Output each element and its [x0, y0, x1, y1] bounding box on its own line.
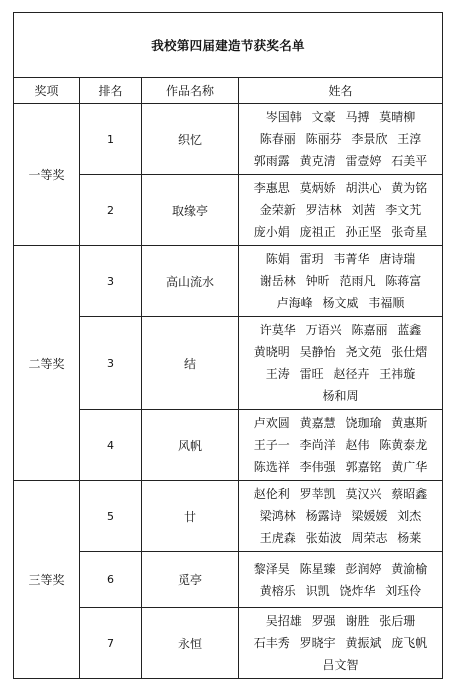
- person-name: 黄渝榆: [391, 561, 428, 576]
- person-name: 赵径卉: [333, 367, 370, 381]
- names-cell: [239, 608, 443, 679]
- person-name: 雷玥: [299, 252, 324, 266]
- person-name: 岑国韩: [265, 110, 302, 124]
- person-name: 李伟强: [299, 460, 336, 474]
- person-name: 杨和周: [322, 389, 359, 403]
- person-name: 罗强: [311, 614, 336, 628]
- person-name: 黄为铭: [391, 181, 428, 195]
- person-name: 孙正坚: [345, 225, 382, 239]
- person-name: 陈星臻: [299, 561, 336, 576]
- person-name: 饶炸华: [339, 583, 376, 598]
- person-name: 唐诗瑞: [379, 252, 416, 266]
- person-name: 王祎璇: [379, 367, 416, 381]
- work-name-cell: 取缘亭: [142, 175, 239, 246]
- table-row: [14, 246, 443, 317]
- header-rank: 排名: [80, 78, 142, 104]
- person-name: 陈嘉丽: [351, 323, 388, 337]
- person-name: 黄榕乐: [259, 583, 296, 598]
- person-name: 蓝鑫: [397, 323, 422, 337]
- person-name: 陈选祥: [253, 460, 290, 474]
- person-name: 王涛: [265, 367, 290, 381]
- names-cell: [239, 104, 443, 175]
- person-name: 庞祖正: [299, 225, 336, 239]
- award-cell: 一等奖: [14, 104, 80, 246]
- person-name: 郭嘉铭: [345, 460, 382, 474]
- award-cell: 二等奖: [14, 246, 80, 481]
- person-name: 谢岳林: [259, 274, 296, 288]
- person-name: 黎泽昊: [253, 561, 290, 576]
- person-name: 谢胜: [345, 614, 370, 628]
- person-name: 王子一: [253, 438, 290, 452]
- person-name: 罗莘凯: [299, 487, 336, 501]
- person-name: 庞小娟: [253, 225, 290, 239]
- rank-cell: 4: [80, 410, 142, 481]
- person-name: 石美平: [391, 154, 428, 168]
- person-name: 钟昕: [305, 274, 330, 288]
- person-name: 刘珏伶: [385, 583, 422, 598]
- person-name: 雷旺: [299, 367, 324, 381]
- person-name: 石丰秀: [253, 636, 290, 650]
- person-name: 周荣志: [351, 531, 388, 545]
- work-name-cell: 廿: [142, 481, 239, 552]
- person-name: 黄振斌: [345, 636, 382, 650]
- person-name: 莫炳娇: [299, 181, 336, 195]
- person-name: 尧文苑: [345, 345, 382, 359]
- person-name: 卢欢圆: [253, 416, 290, 430]
- work-name-cell: 结: [142, 317, 239, 410]
- person-name: 李惠思: [253, 181, 290, 195]
- person-name: 赵伦利: [253, 487, 290, 501]
- person-name: 杨莱: [397, 531, 422, 545]
- person-name: 黄广华: [391, 460, 428, 474]
- person-name: 蔡昭鑫: [391, 487, 428, 501]
- rank-cell: 6: [80, 552, 142, 608]
- work-name-cell: 高山流水: [142, 246, 239, 317]
- rank-cell: 3: [80, 317, 142, 410]
- person-name: 莫汉兴: [345, 487, 382, 501]
- rank-cell: 5: [80, 481, 142, 552]
- person-name: 张仕熠: [391, 345, 428, 359]
- person-name: 罗晓宇: [299, 636, 336, 650]
- document-title: 我校第四届建造节获奖名单: [14, 13, 443, 78]
- person-name: 卢海峰: [276, 296, 313, 310]
- person-name: 郭雨露: [253, 154, 290, 168]
- names-cell: [239, 481, 443, 552]
- person-name: 吴招雄: [265, 614, 302, 628]
- award-table: [13, 12, 443, 679]
- person-name: 梁媛媛: [351, 509, 388, 523]
- person-name: 识凯: [305, 583, 330, 598]
- rank-cell: 1: [80, 104, 142, 175]
- person-name: 陈丽芬: [305, 132, 342, 146]
- person-name: 黄克清: [299, 154, 336, 168]
- person-name: 黄嘉慧: [299, 416, 336, 430]
- person-name: 李文艽: [385, 203, 422, 217]
- names-cell: [239, 410, 443, 481]
- person-name: 王虎森: [259, 531, 296, 545]
- names-cell: [239, 317, 443, 410]
- person-name: 马搏: [345, 110, 370, 124]
- header-award: 奖项: [14, 78, 80, 104]
- person-name: 刘茜: [351, 203, 376, 217]
- person-name: 陈娟: [265, 252, 290, 266]
- person-name: 许莫华: [259, 323, 296, 337]
- person-name: 范雨凡: [339, 274, 376, 288]
- person-name: 文豪: [311, 110, 336, 124]
- work-name-cell: 风帆: [142, 410, 239, 481]
- header-names: 姓名: [239, 78, 443, 104]
- person-name: 吕文智: [322, 658, 359, 672]
- work-name-cell: 永恒: [142, 608, 239, 679]
- person-name: 金荣新: [259, 203, 296, 217]
- person-name: 陈蒋富: [385, 274, 422, 288]
- person-name: 杨文威: [322, 296, 359, 310]
- person-name: 梁鸿林: [259, 509, 296, 523]
- names-cell: [239, 552, 443, 608]
- person-name: 饶珈瑜: [345, 416, 382, 430]
- table-row: [14, 481, 443, 552]
- rank-cell: 7: [80, 608, 142, 679]
- header-row: [14, 78, 443, 104]
- person-name: 胡洪心: [345, 181, 382, 195]
- rank-cell: 3: [80, 246, 142, 317]
- person-name: 赵伟: [345, 438, 370, 452]
- person-name: 韦福顺: [368, 296, 405, 310]
- person-name: 杨露诗: [305, 509, 342, 523]
- person-name: 吴静怡: [299, 345, 336, 359]
- person-name: 庞飞帆: [391, 636, 428, 650]
- award-list-document: [13, 12, 443, 679]
- work-name-cell: 织忆: [142, 104, 239, 175]
- person-name: 刘杰: [397, 509, 422, 523]
- person-name: 黄惠斯: [391, 416, 428, 430]
- person-name: 莫晴柳: [379, 110, 416, 124]
- names-cell: [239, 246, 443, 317]
- award-cell: 三等奖: [14, 481, 80, 679]
- person-name: 李景欣: [351, 132, 388, 146]
- person-name: 陈春丽: [259, 132, 296, 146]
- table-row: [14, 104, 443, 175]
- person-name: 彭润婷: [345, 561, 382, 576]
- work-name-cell: 觅亭: [142, 552, 239, 608]
- person-name: 张后珊: [379, 614, 416, 628]
- person-name: 李尚洋: [299, 438, 336, 452]
- rank-cell: 2: [80, 175, 142, 246]
- person-name: 罗洁林: [305, 203, 342, 217]
- person-name: 张茹波: [305, 531, 342, 545]
- person-name: 黄晓明: [253, 345, 290, 359]
- person-name: 韦菁华: [333, 252, 370, 266]
- person-name: 王淳: [397, 132, 422, 146]
- person-name: 陈黄泰龙: [379, 438, 428, 452]
- names-cell: [239, 175, 443, 246]
- person-name: 雷壹婷: [345, 154, 382, 168]
- header-work: 作品名称: [142, 78, 239, 104]
- person-name: 万语兴: [305, 323, 342, 337]
- person-name: 张奇星: [391, 225, 428, 239]
